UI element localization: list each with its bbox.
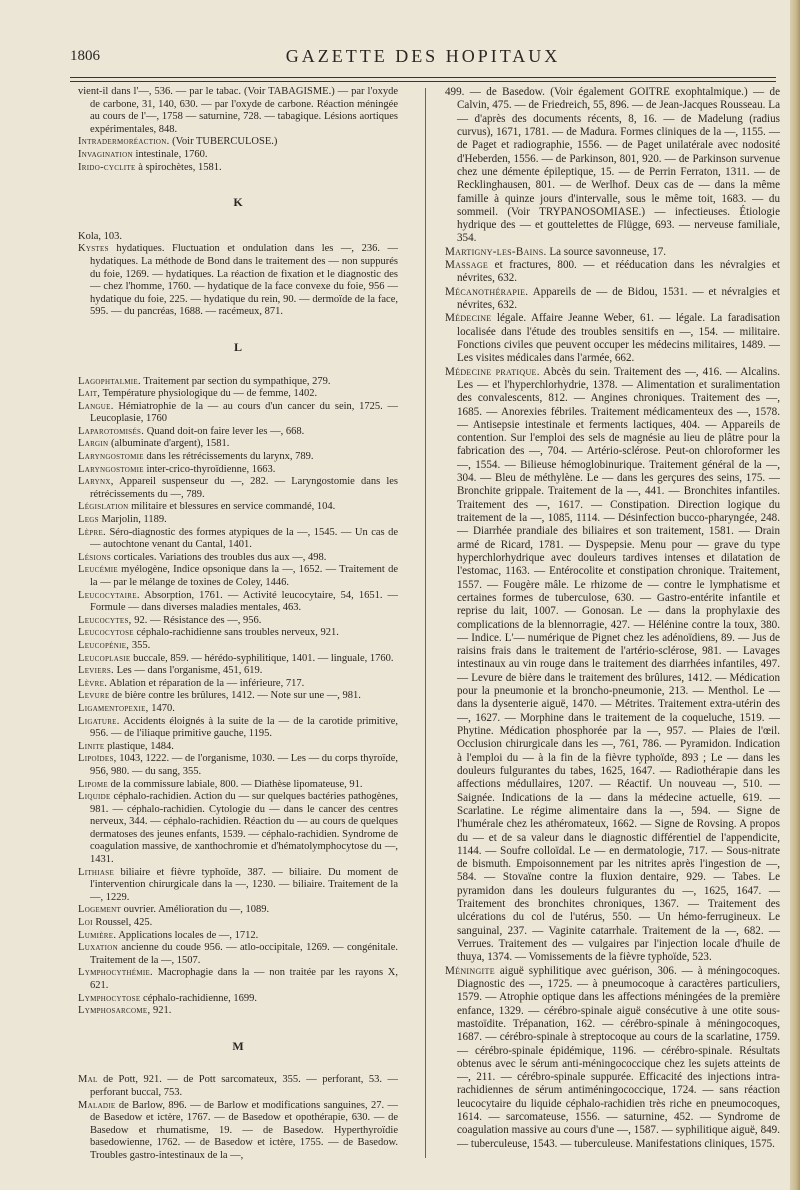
index-entry xyxy=(445,366,780,965)
entry-text: 1043, 1222. — de l'organisme, 1030. — Les — du corps thyroïde, 956, 980. — du sang, 355. xyxy=(90,753,398,777)
entry-text: aiguë syphilitique avec guérison, 306. — à méningocoques. Diagnostic des —, 1725. — à pneumocoque à caractères particuliers, 1579. — Atrophie optique dans les affections méningées de la première enfance, 1329. — cérébro-spinale aiguë consécutive à une otite sous-mastoïdite. Trépanation, 162. — cérébro-spinale à méningocoques, 1687. — cérébro-spinale à streptocoque au cours de la scarlatine, 1759. — cérébro-spinale épidémique, 1196. — cérébro-spinale. Résultats obtenus avec le sérum anti-méningococcique chez les sujets atteints de —, 211. — cérébro-spinale suppurée. Efficacité des injections intra-rachidiennes de sérum antiméningococcique, 1724. — sans réaction leucocytaire du liquide céphalo-rachidien très riche en pneumocoques, 1614. — sarcomateuse, 1556. — saturnine, 452. — Syndrome de coagulation massive au cours d'une —, 1587. — syphilitique aiguë, 849. — tuberculeuse, 1543. — tuberculeuse. Manifestations cliniques, 1575. xyxy=(457,964,780,1150)
entry-text: buccale, 859. — hérédo-syphilitique, 1401. — linguale, 1760. xyxy=(130,652,394,664)
entry-term: Leviers. xyxy=(78,665,114,677)
entry-term: Lèvre. xyxy=(78,677,108,689)
entry-text: dans les rétrécissements du larynx, 789. xyxy=(143,451,314,463)
entry-text: Ablation et réparation de la — inférieure, 717. xyxy=(107,677,305,689)
entry-text: de la commissure labiale, 800. — Diathèse lipomateuse, 91. xyxy=(108,778,363,790)
index-entry xyxy=(78,703,398,716)
entry-text: 355. xyxy=(129,639,151,651)
entry-text: La source savonneuse, 17. xyxy=(546,245,667,258)
entry-text: de Pott, 921. — de Pott sarcomateux, 355. — perforant, 53. — perforant buccal, 753. xyxy=(90,1074,398,1098)
entry-term: Laryngostomie xyxy=(78,463,144,475)
right-column xyxy=(445,86,780,1151)
index-entry xyxy=(78,615,398,628)
entry-term: Lymphosarcome, xyxy=(78,1005,151,1017)
index-entry xyxy=(78,716,398,741)
entry-text: hydatiques. Fluctuation et ondulation dans les —, 236. — hydatiques. La méthode de Bond dans le traitement des — non suppurés du foie, 1269. — hydatiques. La réaction de fixation et le diagnostic des — chez l'homme, 1760. — hydatique de la face convexe du foie, 956 — hydatique du foie, 225. — hydatique du rein, 90. — dermoïde de la face, 595. — du pancréas, 1688. — racémeux, 871. xyxy=(90,243,398,318)
entry-text: corticales. Variations des troubles dus aux —, 498. xyxy=(111,551,327,563)
entry-term: Linite xyxy=(78,740,105,752)
index-entry xyxy=(78,653,398,666)
page-edge xyxy=(790,0,800,1190)
section-letter: K xyxy=(233,195,243,210)
index-entry xyxy=(445,965,780,1151)
entry-term: Lait, xyxy=(78,388,101,400)
entry-text: intestinale, 1760. xyxy=(132,148,208,160)
left-column xyxy=(78,86,398,1163)
entry-term: Legs xyxy=(78,514,99,526)
entry-term: Leucémie xyxy=(78,564,118,576)
entry-text: céphalo-rachidienne, 1699. xyxy=(140,992,258,1004)
index-entry xyxy=(78,753,398,778)
entry-text: Les — dans l'organisme, 451, 619. xyxy=(113,665,263,677)
entry-text: et fractures, 800. — et rééducation dans les névralgies et névrites, 632. xyxy=(457,259,780,285)
entry-text: biliaire et fièvre typhoïde, 387. — biliaire. Du moment de l'intervention chirurgicale dans la —, 1230. — biliaire. Traitement de la —, 1229. xyxy=(90,866,398,903)
entry-text: militaire et blessures en service commandé, 104. xyxy=(128,501,336,513)
header-rule-bottom xyxy=(70,81,776,82)
index-entry xyxy=(78,590,398,615)
entry-text: 499. — de Basedow. (Voir également GOITRE exophtalmique.) — de Calvin, 475. — de Friedreich, 55, 896. — de Jean-Jacques Rousseau. La — d'après des documents récents, 8, 16. — de Madelung (radius curvus), 1671, 1781. — de Madura. Formes cliniques de la —, 1155. — de Paget et radiographie, 1556. — de Paget unilatérale avec nodosité d'Heberden, 1556. — de Parkinson, 801, 920. — de Parkinson survenue chez une démente épileptique, 15. — de Perrin Ferraton, 1311. — de Recklinghausen, 801. — de Werlhof. Deux cas de — dans la même famille à quinze jours d'intervalle, sous le même toit, 1683. — du sommeil. (Voir TRYPANOSOMIASE.) — infectieuses. Étiologie hydrique des — et gouttelettes de Flügge, 693. — nerveuse familiale, 354. xyxy=(445,86,780,245)
index-entry xyxy=(78,149,398,162)
header-rule-top xyxy=(70,77,776,78)
entry-text: 921. xyxy=(150,1005,172,1017)
page-header xyxy=(70,46,776,72)
index-entry xyxy=(78,231,398,244)
entry-text: Marjolin, 1189. xyxy=(98,514,167,526)
entry-term: Ligamentopexie, xyxy=(78,702,149,714)
entry-text: (albuminate d'argent), 1581. xyxy=(108,438,230,450)
index-entry xyxy=(78,501,398,514)
index-entry xyxy=(78,1074,398,1099)
entry-term: Lymphocythémie. xyxy=(78,967,153,979)
index-entry xyxy=(78,1100,398,1163)
index-entry xyxy=(78,552,398,565)
entry-text: ouvrier. Amélioration du —, 1089. xyxy=(121,904,270,916)
entry-text: de bière contre les brûlures, 1412. — Note sur une —, 981. xyxy=(109,690,361,702)
entry-term: Liquide xyxy=(78,791,111,803)
index-entry xyxy=(78,741,398,754)
entry-text: de Barlow, 896. — de Barlow et modifications sanguines, 27. — de Basedow et ictère, 1767. — de Basedow et opothérapie, 630. — de Basedow et rhumatisme, 19. — de Basedow. Hyperthyroïdie basedowienne, 1762. — de Basedow et ictère, 1755. — de Basedow. Troubles gastro-intestinaux de la —, xyxy=(90,1099,398,1161)
entry-term: Martigny-les-Bains. xyxy=(445,245,547,258)
index-entry xyxy=(78,426,398,439)
entry-term: Lithiase xyxy=(78,866,115,878)
entry-term: Maladie xyxy=(78,1099,116,1111)
index-entry xyxy=(78,243,398,319)
entry-term: Mécanothérapie. xyxy=(445,285,529,298)
index-entry xyxy=(78,779,398,792)
entry-term: Lèpre. xyxy=(78,526,106,538)
entry-text: Abcès du sein. Traitement des —, 416. — Alcalins. Les — et l'hyperchlorhydrie, 1378. — Alimentation et suralimentation des convalescents, 812. — Angines chroniques. Traitement des —, 1685. — Anorexies fébriles. Traitement médicamenteux des —, 1578. — Antisepsie intestinale et ferments lactiques, 404. — Appareils de contention. Sur l'emploi des sels de magnésie au lieu de plâtre pour la fabrication des —, 704. — Artério-sclérose. Peut-on chloroformer les —, 1554. — Bilieuse hémoglobinurique. Traitement général de la —, 304. — Bleu de méthylène. Le — dans les gerçures des seins, 175. — Bronchite grippale. Traitement de la —, 441. — Bronchites infantiles. Traitement des —, 1617. — Constipation. Direction logique du traitement de la —, 1085, 1114. — Désinfection bucco-pharyngée, 248. — Diarrhée prandiale des biliaires et son traitement, 1581. — Drain armé de Ricard, 1781. — Dyspepsie. Menu pour — grave du type hyperchlorhydrique avec douleurs tardives intenses et dilatation de l'estomac, 1163. — Entérocolite et constipation chronique. Traitement, 1557. — Fougère mâle. Le rhizome de — contre le lymphatisme et certaines formes de tuberculose, 630. — Gastro-entérite infantile et reprise du lait, 1007. — Gonosan. Le — dans la prophylaxie des complications de la blennorragie, 427. — Hélénine contre la toux, 380. — Indice. L'— numérique de Pignet chez les adénoïdiens, 89. — Jus de raisins frais dans le traitement de l'artério-sclérose, 981. — Lavages intestinaux au vin rouge dans le traitement des diarrhées infantiles, 497. — Levure de bière dans le traitement des brûlures, 1412. — Médication pour la pneumonie et la broncho-pneumonie, 213. — Menthol. Le — dans la dysenterie aiguë, 1470. — Métrites. Traitement extra-utérin des —, 1627. — Morphine dans le traitement de la coqueluche, 1519. — Phytine. Médication phosphorée par la —, 957. — Plaies de l'œil. Occlusion chirurgicale dans les —, 761, 786. — Pyramidon. Indication à l'emploi du — à la fin de la fièvre typhoïde, 893 ; Le — dans les douleurs fulgurantes du tabes, 1625, 1647. — Radiothérapie dans les affections médullaires, 1207. — Réactif. Un nouveau —, 510. — Saignée. Indications de la — dans la médecine actuelle, 619. — Scarlatine. Le régime alimentaire dans la —, 594. — Signe de l'humérale chez les athéromateux, 1662. — Signe de Rovsing. A propos du — et de sa valeur dans le diagnostic différentiel de l'appendicite, 1144. — Soufre colloïdal. Le — en dermatologie, 717. — Sous-nitrate de bismuth. Empoisonnement par les nitrites après l'ingestion de —, 584. — Stovaïne contre la fluxion dentaire, 929. — Tabes. Le pyramidon dans les douleurs fulgurantes du —, 1625, 1647. — Traitement des bronchites chroniques, 1367. — Traitement des ulcérations du col de l'utérus, 550. — Un hémo-ferrugineux. Le sanguinal, 237. — Vaginite catarrhale. Traitement de la —, 682. — Verrues. Traitement des — vulgaires par l'injection locale d'huile de thuya, 1374. — Vomissements de la fièvre typhoïde, 523. xyxy=(457,365,780,964)
entry-text: Traitement par section du sympathique, 279. xyxy=(140,375,331,387)
index-entry xyxy=(78,401,398,426)
index-entry xyxy=(78,1005,398,1018)
entry-term: Larynx, xyxy=(78,476,114,488)
entry-text: (Voir TUBERCULOSE.) xyxy=(169,136,278,148)
index-entry xyxy=(78,464,398,477)
entry-term: Leucocytaire. xyxy=(78,589,140,601)
entry-text: Applications locales de —, 1712. xyxy=(116,929,259,941)
entry-text: inter-crico-thyroïdienne, 1663. xyxy=(143,463,276,475)
entry-term: Législation xyxy=(78,501,129,513)
entry-text: ancienne du coude 956. — atlo-occipitale, 1269. — congénitale. Traitement de la —, 1507. xyxy=(90,942,398,966)
entry-text: Accidents éloignés à la suite de la — de la carotide primitive, 956. — de l'iliaque primitive gauche, 1195. xyxy=(90,715,398,740)
index-entry xyxy=(78,678,398,691)
index-entry xyxy=(445,312,780,365)
entry-text: Roussel, 425. xyxy=(92,917,153,929)
entry-term: Médecine pratique. xyxy=(445,365,540,378)
entry-term: Lumière. xyxy=(78,929,117,941)
page-number: 1806 xyxy=(70,48,100,64)
entry-term: Lymphocytose xyxy=(78,992,141,1004)
entry-term: Méningite xyxy=(445,964,495,977)
journal-title: GAZETTE DES HOPITAUX xyxy=(285,46,561,66)
index-entry xyxy=(445,246,780,259)
index-entry xyxy=(445,86,780,246)
index-entry xyxy=(78,867,398,905)
entry-text: vient-il dans l'—, 536. — par le tabac. (Voir TABAGISME.) — par l'oxyde de carbone, 31, 140, 630. — par l'oxyde de carbone. Réaction méningée au cours de l'—, 1758 — saturnine, 728. — tabagique. Lésions aortiques expérimentales, 848. xyxy=(78,86,398,135)
entry-text: myélogène, Indice opsonique dans la —, 1652. — Traitement de la — par le mélange de toxines de Coley, 1446. xyxy=(90,564,398,588)
index-entry xyxy=(445,286,780,313)
index-entry xyxy=(78,917,398,930)
entry-term: Lipome xyxy=(78,778,108,790)
entry-term: Leucoplasie xyxy=(78,652,131,664)
entry-text: à spirochètes, 1581. xyxy=(135,161,222,173)
entry-text: Hémiatrophie de la — au cours d'un cancer du sein, 1725. — Leucoplasie, 1760 xyxy=(90,400,398,425)
entry-text: Kola, 103. xyxy=(78,230,123,242)
entry-term: Lésions xyxy=(78,551,112,563)
index-entry xyxy=(78,930,398,943)
index-entry xyxy=(445,259,780,286)
entry-term: Médecine xyxy=(445,312,492,325)
entry-term: Luxation xyxy=(78,942,118,954)
entry-term: Massage xyxy=(445,259,489,272)
entry-text: plastique, 1484. xyxy=(104,740,174,752)
entry-term: Laparotomisés. xyxy=(78,425,145,437)
entry-term: Intradermoréaction. xyxy=(78,136,170,148)
entry-term: Leucocytes, xyxy=(78,614,132,626)
index-entry xyxy=(78,86,398,136)
index-entry xyxy=(78,527,398,552)
index-entry xyxy=(78,438,398,451)
entry-term: Langue. xyxy=(78,400,114,412)
entry-term: Leucopénie, xyxy=(78,639,130,651)
index-entry xyxy=(78,640,398,653)
entry-term: Mal xyxy=(78,1074,98,1086)
entry-text: Quand doit-on faire lever les —, 668. xyxy=(144,425,305,437)
entry-text: céphalo-rachidien. Action du — sur quelques bactéries pathogènes, 981. — céphalo-rachidien. Cytologie du — dans le cancer des centres nerveux, 344. — céphalo-rachidien. Réaction du — au cours de quelques dermatoses des jeunes enfants, 1539. — céphalo-rachidien. Syndrome de coagulation massive, de xanthochromie et d'hématolymphocytose du —, 1431. xyxy=(90,791,398,866)
index-entry xyxy=(78,627,398,640)
index-entry xyxy=(78,942,398,967)
entry-term: Irido-cyclite xyxy=(78,161,136,173)
entry-text: 1470. xyxy=(148,702,175,714)
entry-term: Lagophtalmie. xyxy=(78,375,141,387)
index-entry xyxy=(78,665,398,678)
index-entry xyxy=(78,993,398,1006)
entry-term: Leucocytose xyxy=(78,627,134,639)
entry-term: Ligature. xyxy=(78,715,120,727)
entry-text: 92. — Résistance des —, 956. xyxy=(131,614,262,626)
entry-text: légale. Affaire Jeanne Weber, 61. — légale. La faradisation localisée dans l'étude des troubles sensitifs en —, 154. — militaire. Fonctions civiles que peuvent occuper les médecins militaires, 1489. — Les visites médicales dans l'armée, 662. xyxy=(457,312,780,365)
entry-text: Absorption, 1761. — Activité leucocytaire, 54, 1651. — Formule — dans diverses maladies mentales, 463. xyxy=(90,589,398,614)
index-entry xyxy=(78,376,398,389)
index-entry xyxy=(78,690,398,703)
section-letter: M xyxy=(232,1038,244,1053)
entry-term: Loi xyxy=(78,917,93,929)
index-entry xyxy=(78,967,398,992)
entry-text: Température physiologique du — de femme, 1402. xyxy=(100,388,318,400)
index-entry xyxy=(78,136,398,149)
index-entry xyxy=(78,476,398,501)
section-letter: L xyxy=(233,339,242,354)
entry-term: Levure xyxy=(78,690,110,702)
entry-text: Appareil suspenseur du —, 282. — Laryngostomie dans les rétrécissements du —, 789. xyxy=(90,476,398,500)
index-entry xyxy=(78,904,398,917)
index-entry xyxy=(78,514,398,527)
index-entry xyxy=(78,388,398,401)
entry-text: Séro-diagnostic des formes atypiques de la —, 1545. — Un cas de — autochtone venant du Cantal, 1401. xyxy=(90,526,398,551)
index-entry xyxy=(78,791,398,867)
entry-term: Invagination xyxy=(78,148,133,160)
index-entry xyxy=(78,564,398,589)
index-entry xyxy=(78,162,398,175)
entry-term: Logement xyxy=(78,904,122,916)
entry-term: Lipoïdes, xyxy=(78,753,117,765)
entry-text: Appareils de — de Bidou, 1531. — et névralgies et névrites, 632. xyxy=(457,285,780,311)
entry-term: Laryngostomie xyxy=(78,451,144,463)
entry-text: céphalo-rachidienne sans troubles nerveux, 921. xyxy=(133,627,339,639)
entry-text: Macrophagie dans la — non traitée par les rayons X, 621. xyxy=(90,967,398,991)
index-entry xyxy=(78,451,398,464)
entry-term: Largin xyxy=(78,438,109,450)
entry-term: Kystes xyxy=(78,243,109,255)
